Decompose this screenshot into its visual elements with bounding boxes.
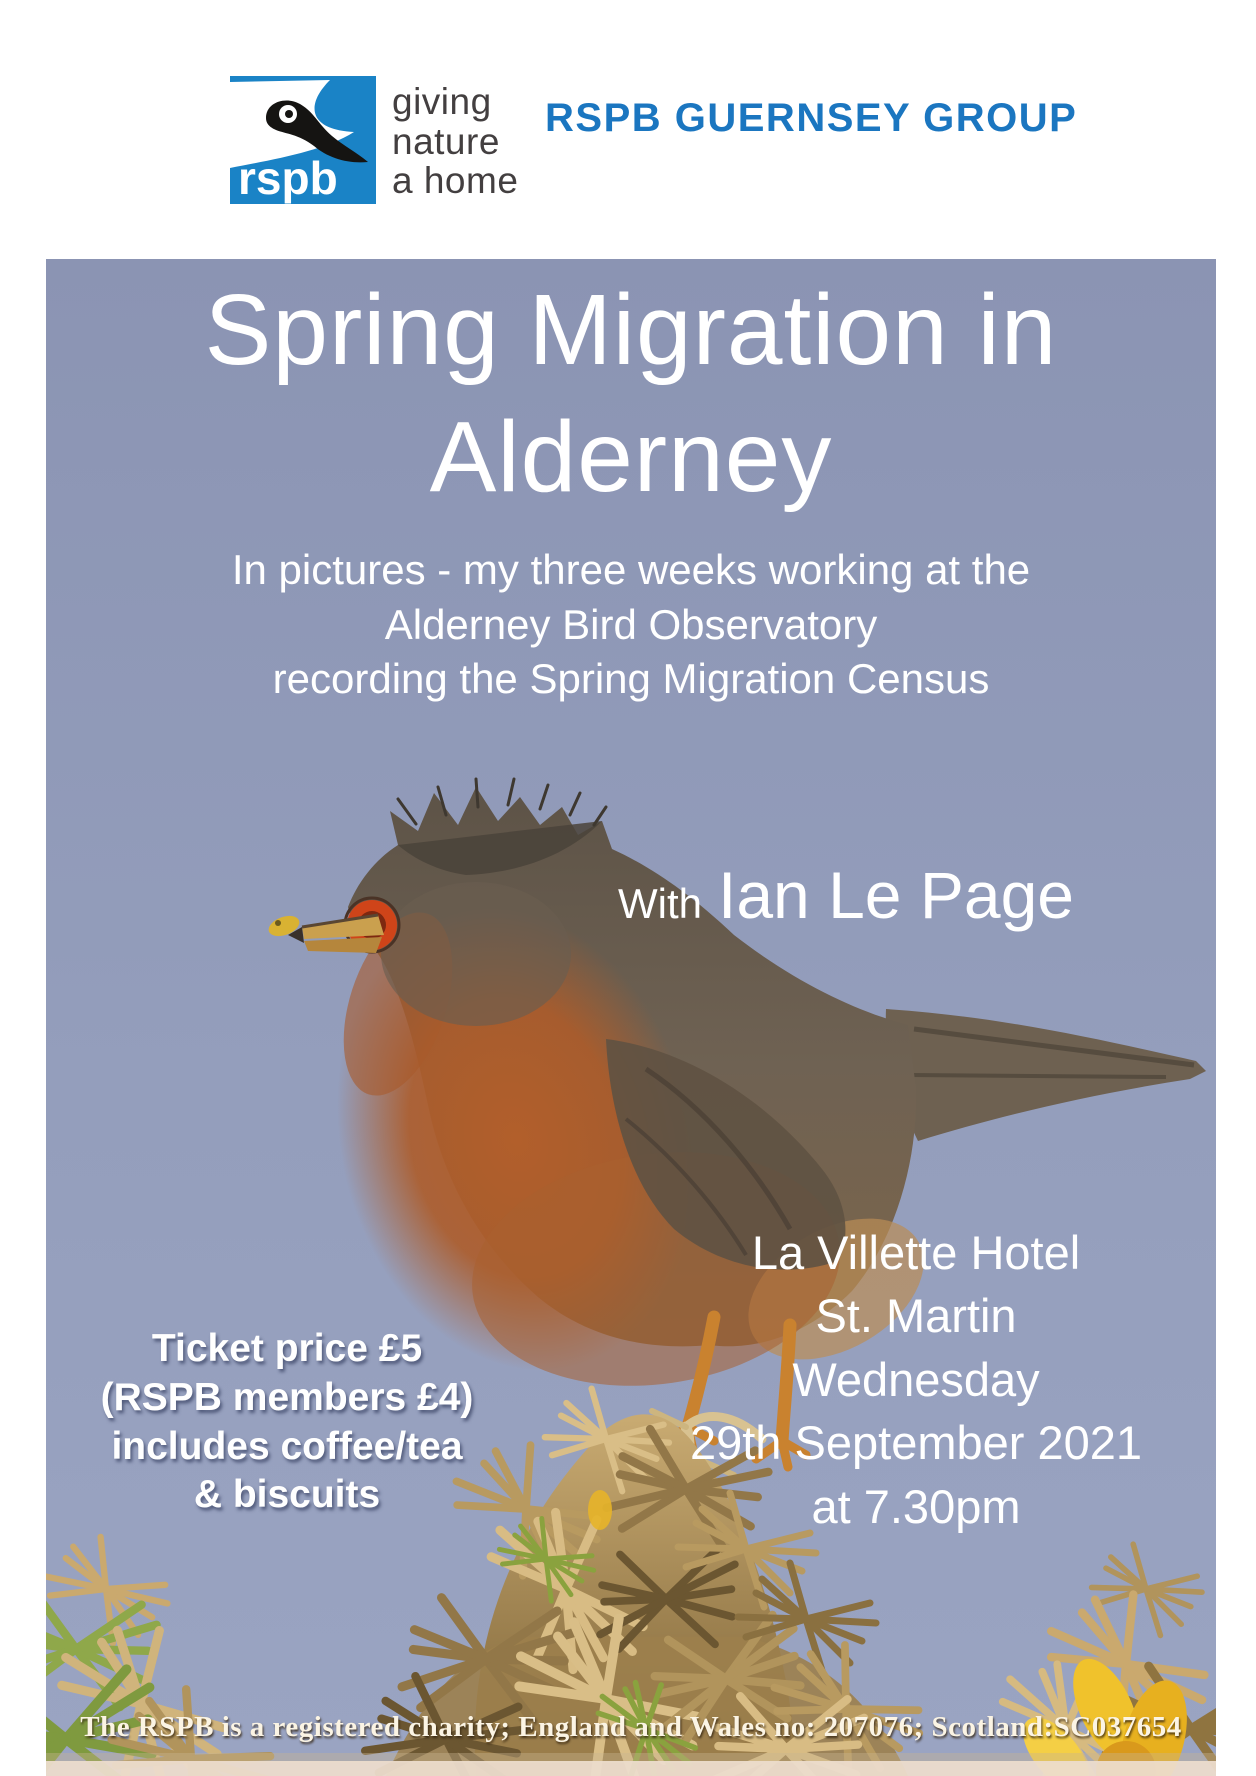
poster-subtitle xyxy=(46,543,1216,707)
tagline-line: nature xyxy=(392,120,500,162)
ticket-info xyxy=(52,1325,522,1520)
poster xyxy=(46,259,1216,1776)
rspb-logo xyxy=(230,76,376,204)
venue-line: St. Martin xyxy=(815,1289,1017,1343)
logo-wordmark: rspb xyxy=(238,152,338,204)
photo-bottom-band xyxy=(46,1761,1216,1776)
title-line-1: Spring Migration in xyxy=(204,274,1058,386)
subtitle-line: recording the Spring Migration Census xyxy=(272,655,990,703)
venue-line: La Villette Hotel xyxy=(751,1226,1081,1279)
tagline-line: a home xyxy=(392,160,519,202)
group-title: RSPB GUERNSEY GROUP xyxy=(545,96,1078,140)
tagline-line: giving xyxy=(392,81,492,122)
logo-tagline xyxy=(392,82,518,201)
ticket-line: (RSPB members £4) xyxy=(100,1375,474,1419)
venue-info xyxy=(636,1221,1196,1538)
charity-registration: The RSPB is a registered charity; England and Wales no: 207076; Scotland:SC037654 xyxy=(80,1711,1182,1743)
title-line-2: Alderney xyxy=(429,401,833,513)
ticket-line: & biscuits xyxy=(193,1473,381,1517)
poster-title xyxy=(46,267,1216,521)
speaker-name: Ian Le Page xyxy=(718,858,1074,932)
ticket-line: includes coffee/tea xyxy=(111,1424,463,1468)
rspb-logo-graphic xyxy=(230,76,376,204)
ticket-line: Ticket price £5 xyxy=(151,1327,423,1370)
venue-line: 29th September 2021 xyxy=(689,1416,1143,1470)
speaker-prefix: With xyxy=(618,880,702,927)
venue-line: Wednesday xyxy=(792,1352,1040,1406)
subtitle-line: Alderney Bird Observatory xyxy=(384,600,878,648)
subtitle-line: In pictures - my three weeks working at the xyxy=(231,546,1031,593)
speaker-line xyxy=(516,857,1176,933)
venue-line: at 7.30pm xyxy=(811,1479,1021,1533)
